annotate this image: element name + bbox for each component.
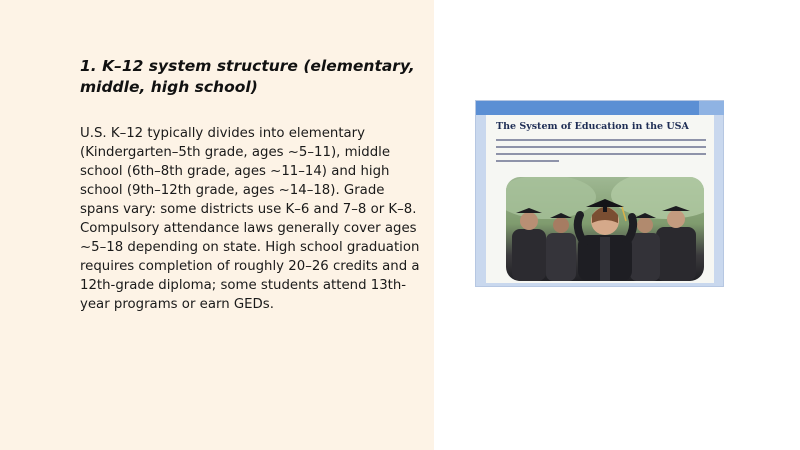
graduates-photo bbox=[506, 177, 704, 281]
caption-line bbox=[496, 153, 706, 155]
caption-line bbox=[496, 146, 706, 148]
image-caption-lines bbox=[496, 139, 706, 167]
caption-line bbox=[496, 139, 706, 141]
graduates-illustration bbox=[506, 177, 704, 281]
image-header-bar bbox=[476, 101, 699, 115]
image-header-edge bbox=[699, 101, 724, 115]
image-sheet bbox=[486, 115, 714, 283]
slide-body-text: U.S. K–12 typically divides into elementary (Kindergarten–5th grade, ages ~5–11), middle school (6th–8th grade, ages ~11–14) and high school (9th–12th grade, ages ~14–18). Grade spans vary: some districts use K–6 and 7–8 or K–8. Compulsory attendance laws generally cover ages ~5–18 depending on state. High school graduation requires completion of roughly 20–26 credits and a 12th-grade diploma; some students attend 13th-year programs or earn GEDs. bbox=[80, 126, 420, 312]
image-title: The System of Education in the USA bbox=[496, 121, 689, 132]
education-image bbox=[475, 100, 724, 287]
slide-heading: 1. K–12 system structure (elementary, middle, high school) bbox=[80, 57, 415, 96]
caption-line bbox=[496, 160, 559, 162]
